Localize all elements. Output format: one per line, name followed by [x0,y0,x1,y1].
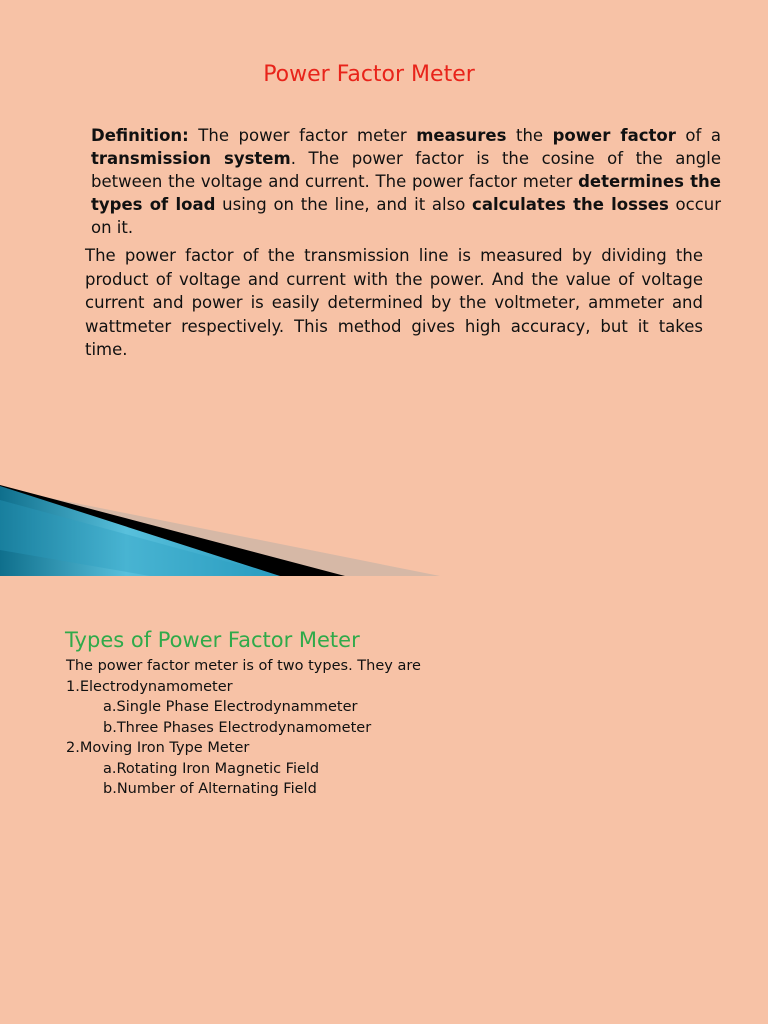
slide-2 [0,576,768,1024]
bold-term: power factor [552,126,676,145]
types-heading: Types of Power Factor Meter [65,628,360,652]
text-run: occur on it. [91,195,722,237]
text-run: of a [675,126,721,145]
list-subitem: a.Rotating Iron Magnetic Field [103,760,320,777]
definition-label: Definition: [91,126,189,145]
list-item: 2.Moving Iron Type Meter [66,740,250,756]
bold-term: measures [416,126,507,145]
types-intro: The power factor meter is of two types. They are [66,658,421,674]
text-run: The power factor meter [188,126,417,145]
slide-title: Power Factor Meter [263,62,475,87]
list-item: 1.Electrodynamometer [66,678,233,695]
types-list [66,656,421,800]
list-subitem: b.Three Phases Electrodynamometer [103,719,372,736]
list-subitem: b.Number of Alternating Field [103,781,317,797]
definition-paragraph [91,124,721,239]
list-subitem: a.Single Phase Electrodynammeter [103,699,358,715]
measurement-paragraph: The power factor of the transmission line is measured by dividing the product of voltage and current with the power. And the value of voltage current and power is easily determined by the voltmeter, ammeter and wattmeter respectively. This method gives high accuracy, but it takes time. [85,246,703,359]
text-run: using on the line, and it also [215,195,473,214]
text-run: . The power factor is the cosine of the angle between the voltage and current. The power factor meter [91,149,721,191]
bold-term: transmission system [91,149,291,168]
text-run: the [506,126,553,145]
bold-term: calculates the losses [472,195,669,214]
decorative-swoosh [0,480,768,576]
bold-term: determines the types of load [91,172,721,214]
